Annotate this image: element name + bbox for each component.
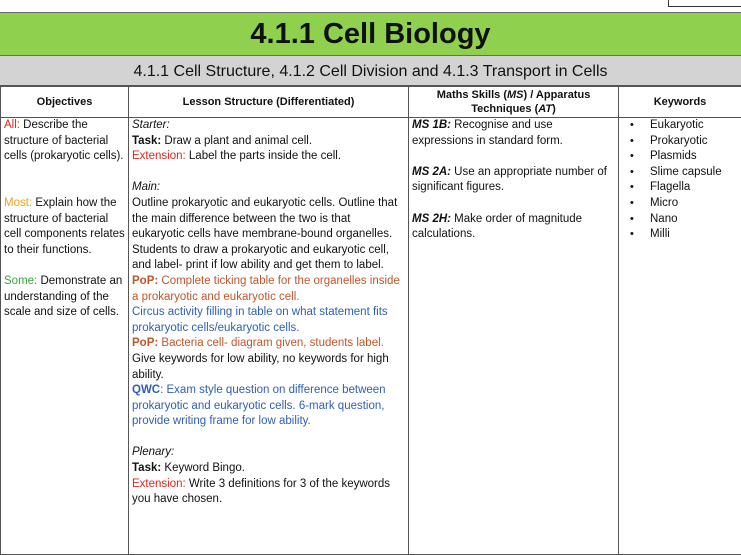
- header-lesson-structure: Lesson Structure (Differentiated): [129, 87, 409, 118]
- keyword-item: • Eukaryotic: [622, 118, 738, 134]
- lesson-plan-table: [0, 86, 741, 555]
- top-corner-box: [668, 0, 741, 7]
- keywords-list: [622, 118, 738, 243]
- lesson-structure-cell: [129, 118, 409, 555]
- main-label: Main:: [132, 181, 161, 194]
- keyword-item: • Flagella: [622, 180, 738, 196]
- pop-bacteria-diagram: PoP: Bacteria cell- diagram given, students label.: [132, 337, 384, 350]
- starter-extension: Extension: Label the parts inside the cell.: [132, 150, 342, 163]
- header-objectives: Objectives: [1, 87, 129, 118]
- keyword-item: • Micro: [622, 196, 738, 212]
- starter-task: Task: Draw a plant and animal cell.: [132, 134, 313, 147]
- page-subtitle: 4.1.1 Cell Structure, 4.1.2 Cell Division and 4.1.3 Transport in Cells: [0, 56, 741, 86]
- keywords-differentiation: Give keywords for low ability, no keywords for high ability.: [132, 352, 389, 381]
- starter-label: Starter:: [132, 119, 170, 131]
- plenary-task: Task: Keyword Bingo.: [132, 462, 245, 475]
- page-title: 4.1.1 Cell Biology: [0, 12, 741, 56]
- plenary-extension: Extension: Write 3 definitions for 3 of the keywords you have chosen.: [132, 477, 391, 506]
- keyword-item: • Milli: [622, 227, 738, 243]
- header-maths-skills: Maths Skills (MS) / Apparatus Techniques (AT): [409, 87, 619, 118]
- circus-activity: Circus activity filling in table on what statement fits prokaryotic cells/eukaryotic cells.: [132, 306, 388, 334]
- objective-some: Some: Demonstrate an understanding of the scale and size of cells.: [4, 274, 123, 319]
- table-body-row: [1, 118, 741, 555]
- maths-skill-2h: MS 2H: Make order of magnitude calculations.: [412, 212, 583, 241]
- pop-table-activity: PoP: Complete ticking table for the organelles inside a prokaryotic and eukaryotic cell.: [132, 274, 400, 303]
- objective-most: Most: Explain how the structure of bacterial cell components relates to their functions.: [4, 196, 125, 256]
- table-header-row: [1, 87, 741, 118]
- qwc-activity: QWC: Exam style question on difference between prokaryotic and eukaryotic cells. 6-mark question, provide writing frame for low ability.: [132, 384, 386, 428]
- keyword-item: • Slime capsule: [622, 165, 738, 181]
- header-keywords: Keywords: [619, 87, 741, 118]
- maths-skill-1b: MS 1B: Recognise and use expressions in standard form.: [412, 119, 563, 147]
- maths-skill-2a: MS 2A: Use an appropriate number of significant figures.: [412, 165, 607, 194]
- objectives-cell: [1, 118, 129, 555]
- keywords-cell: [619, 118, 741, 555]
- maths-skills-cell: [409, 118, 619, 555]
- keyword-item: • Prokaryotic: [622, 134, 738, 150]
- plenary-label: Plenary:: [132, 446, 175, 459]
- keyword-item: • Nano: [622, 212, 738, 228]
- main-text: Outline prokaryotic and eukaryotic cells. Outline that the main difference between the two is that eukaryotic cells have membrane-bound organelles. Students to draw a prokaryotic and eukaryotic cell, and label- print if low ability and get them to label.: [132, 196, 398, 272]
- objective-all: All: Describe the structure of bacterial cells (prokaryotic cells).: [4, 119, 124, 163]
- keyword-item: • Plasmids: [622, 149, 738, 165]
